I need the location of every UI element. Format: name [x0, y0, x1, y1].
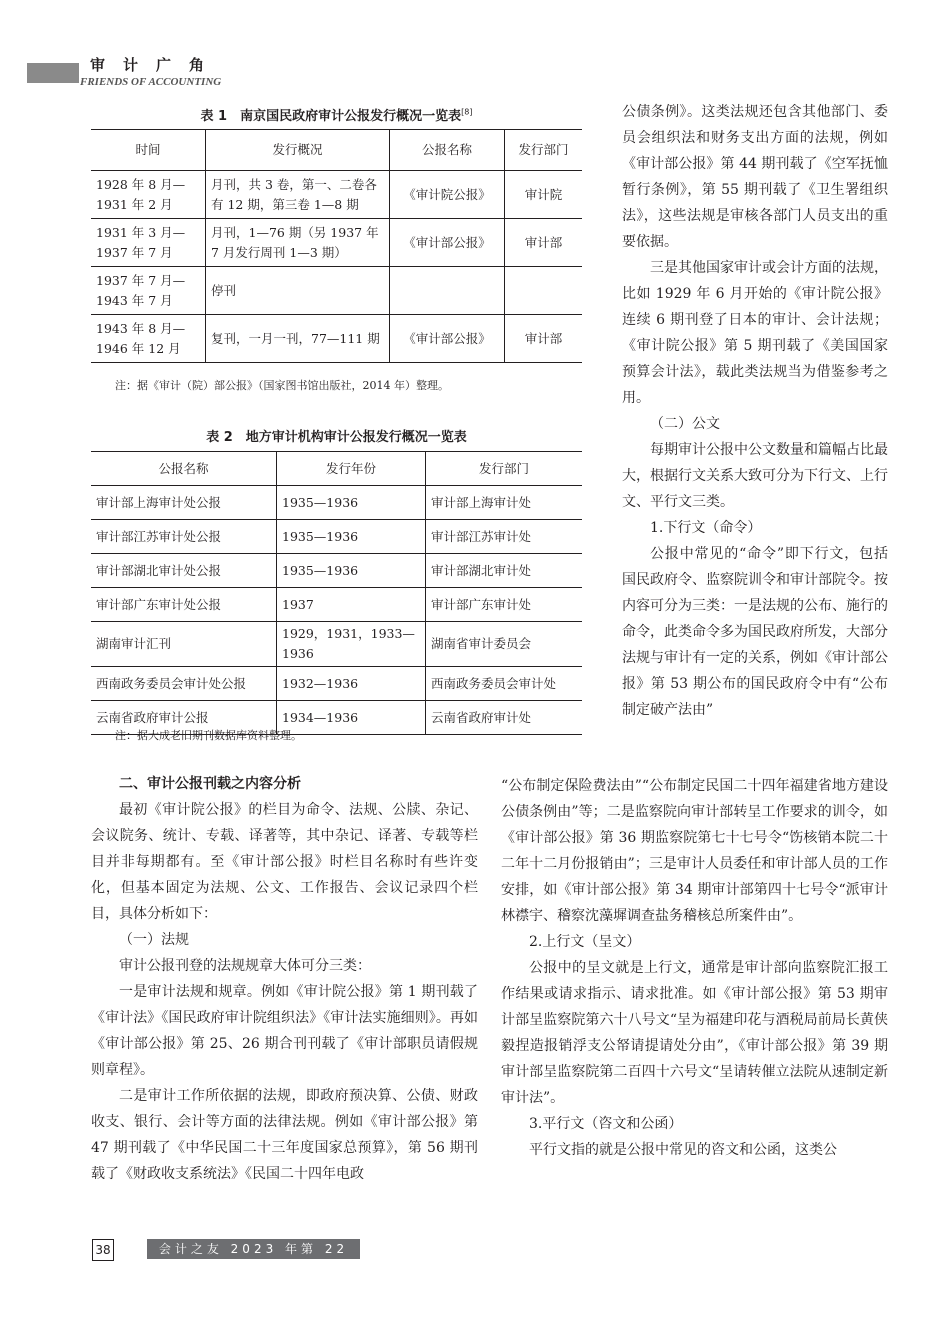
table1-header-row: [91, 130, 582, 171]
paragraph: 一是审计法规和规章。例如《审计院公报》第 1 期刊载了《审计法》《国民政府审计院组织法》《审计法实施细则》。再如《审计部公报》第 25、26 期合刊刊载了《审计部职员请假规则章程》。: [91, 984, 478, 1078]
table2-cell-dept: 云南省政府审计处: [426, 701, 583, 735]
table-row: [91, 171, 582, 219]
table2-cell-year: 1935—1936: [277, 486, 426, 520]
table2-col-name: 公报名称: [91, 452, 277, 486]
paragraph: 三是其他国家审计或会计方面的法规，比如 1929 年 6 月开始的《审计院公报》连续 6 期刊登了日本的审计、会计法规；《审计院公报》第 5 期刊载了《美国国家预算会计法》，载此类法规当为借鉴参考之用。: [622, 260, 888, 406]
table1-caption: [91, 105, 582, 124]
paragraph: 公债条例》。这类法规还包含其他部门、委员会组织法和财务支出方面的法规，例如《审计部公报》第 44 期刊载了《空军抚恤暂行条例》，第 55 期刊载了《卫生署组织法》，这些法规是审核各部门人员支出的重要依据。: [622, 104, 888, 250]
page-number: 38: [92, 1239, 114, 1261]
table-row: [91, 520, 582, 554]
time-start: 1937 年 7 月—: [96, 272, 186, 288]
table1-cell-dept: [505, 267, 583, 315]
table1-ref: [8]: [461, 107, 473, 117]
time-start: 1943 年 8 月—: [96, 320, 186, 336]
table1-cell-dept: 审计部: [505, 315, 583, 363]
table-row: [91, 588, 582, 622]
table1-cell-dept: 审计院: [505, 171, 583, 219]
paragraph: 公报中常见的“命令”即下行文，包括国民政府令、监察院训令和审计部院令。按内容可分为三类：一是法规的公布、施行的命令，此类命令多为国民政府所发，大部分法规与审计有一定的关系，例如《审计部公报》第 53 期公布的国民政府令中有“公布制定破产法由”: [622, 546, 888, 718]
time-start: 1928 年 8 月—: [96, 176, 186, 192]
table-row: [91, 486, 582, 520]
table-row: [91, 267, 582, 315]
table1-cell-time: [91, 267, 206, 315]
table2-cell-year: 1935—1936: [277, 520, 426, 554]
table2-header-row: [91, 452, 582, 486]
table2-cell-name: 西南政务委员会审计处公报: [91, 667, 277, 701]
paragraph: 平行文指的就是公报中常见的咨文和公函，这类公: [529, 1142, 837, 1158]
table2-cell-name: 审计部江苏审计处公报: [91, 520, 277, 554]
table2-cell-name: 审计部上海审计处公报: [91, 486, 277, 520]
table1: [91, 129, 582, 363]
table2-cell-year: 1934—1936: [277, 701, 426, 735]
subheading-documents: （二）公文: [650, 416, 720, 432]
journal-footer: 会计之友 2023 年第 22 期: [147, 1239, 360, 1259]
table2-cell-name: 云南省政府审计公报: [91, 701, 277, 735]
column-title: 审计广角: [90, 56, 223, 74]
table1-cell-time: [91, 315, 206, 363]
table1-cell-overview: 停刊: [206, 267, 390, 315]
table1-col-time: 时间: [91, 130, 206, 171]
table1-cell-name: 《审计院公报》: [390, 171, 505, 219]
table1-col-name: 公报名称: [390, 130, 505, 171]
journal-subtitle: FRIENDS OF ACCOUNTING: [80, 76, 222, 88]
time-end: 1931 年 2 月: [96, 196, 173, 212]
time-end: 1946 年 12 月: [96, 340, 181, 356]
table-row: [91, 315, 582, 363]
table2-cell-year: 1932—1936: [277, 667, 426, 701]
table2-cell-dept: 西南政务委员会审计处: [426, 667, 583, 701]
table1-cell-time: [91, 171, 206, 219]
table-row: [91, 622, 582, 667]
table2-cell-year: 1929，1931，1933—1936: [277, 622, 426, 667]
table1-note: 注：据《审计（院）部公报》（国家图书馆出版社，2014 年）整理。: [115, 379, 449, 392]
subheading-upward: 2.上行文（呈文）: [529, 934, 641, 950]
right-column-upper: [622, 99, 888, 723]
table1-cell-name: 《审计部公报》: [390, 219, 505, 267]
paragraph: 公报中的呈文就是上行文，通常是审计部向监察院汇报工作结果或请求指示、请求批准。如《审计部公报》第 53 期审计部呈监察院第六十八号文“呈为福建印花与酒税局前局长黄侠毅捏造报销浮支公帑请提请处分由”，《审计部公报》第 39 期审计部呈监察院第二百四十六号文“呈请转催立法院从速制定新审计法”。: [501, 960, 888, 1106]
table2-col-dept: 发行部门: [426, 452, 583, 486]
table2-note: 注：据大成老旧期刊数据库资料整理。: [115, 729, 302, 742]
table2-cell-dept: 审计部上海审计处: [426, 486, 583, 520]
table2-cell-name: 湖南审计汇刊: [91, 622, 277, 667]
subheading-downward: 1.下行文（命令）: [650, 520, 762, 536]
table2-cell-dept: 审计部湖北审计处: [426, 554, 583, 588]
time-end: 1937 年 7 月: [96, 244, 173, 260]
table1-cell-name: 《审计部公报》: [390, 315, 505, 363]
table1-col-overview: 发行概况: [206, 130, 390, 171]
time-end: 1943 年 7 月: [96, 292, 173, 308]
table1-cell-overview: 月刊，1—76 期（另 1937 年 7 月发行周刊 1—3 期）: [206, 219, 390, 267]
table2-cell-year: 1935—1936: [277, 554, 426, 588]
table1-cell-name: [390, 267, 505, 315]
table2-cell-name: 审计部广东审计处公报: [91, 588, 277, 622]
table2-caption: 表 2 地方审计机构审计公报发行概况一览表: [206, 430, 467, 445]
time-start: 1931 年 3 月—: [96, 224, 186, 240]
header-bar: [27, 63, 79, 83]
table2-col-year: 发行年份: [277, 452, 426, 486]
table-row: [91, 219, 582, 267]
table1-cell-time: [91, 219, 206, 267]
table1-col-dept: 发行部门: [505, 130, 583, 171]
table-row: [91, 667, 582, 701]
right-column-lower: [501, 773, 888, 1163]
table1-cell-overview: 月刊，共 3 卷，第一、二卷各有 12 期，第三卷 1—8 期: [206, 171, 390, 219]
table2-cell-year: 1937: [277, 588, 426, 622]
subheading-parallel: 3.平行文（咨文和公函）: [529, 1116, 683, 1132]
table2-cell-dept: 审计部江苏审计处: [426, 520, 583, 554]
table1-cell-overview: 复刊，一月一刊，77—111 期: [206, 315, 390, 363]
table2: [91, 451, 582, 735]
table-row: [91, 554, 582, 588]
paragraph: “公布制定保险费法由”“公布制定民国二十四年福建省地方建设公债条例由”等；二是监察院向审计部转呈工作要求的训令，如《审计部公报》第 36 期监察院第七十七号令“饬核销本院二十二年十二月份报销由”；三是审计人员委任和审计部人员的工作安排，如《审计部公报》第 34 期审计部第四十七号令“派审计林襟宇、稽察沈藻墀调查盐务稽核总所案件由”。: [501, 778, 888, 924]
subheading-regulations: （一）法规: [119, 932, 189, 948]
paragraph: 审计公报刊登的法规规章大体可分三类：: [119, 958, 371, 974]
left-column: [91, 771, 478, 1187]
table2-cell-name: 审计部湖北审计处公报: [91, 554, 277, 588]
paragraph: 二是审计工作所依据的法规，即政府预决算、公债、财政收支、银行、会计等方面的法律法规。例如《审计部公报》第 47 期刊载了《中华民国二十三年度国家总预算》，第 56 期刊载了《财政收支系统法》《民国二十四年电政: [91, 1088, 478, 1182]
table2-cell-dept: 湖南省审计委员会: [426, 622, 583, 667]
table1-caption-text: 表 1 南京国民政府审计公报发行概况一览表: [200, 109, 462, 124]
paragraph: 最初《审计院公报》的栏目为命令、法规、公牍、杂记、会议院务、统计、专载、译著等，其中杂记、译著、专载等栏目并非每期都有。至《审计部公报》时栏目名称时有些许变化，但基本固定为法规、公文、工作报告、会议记录四个栏目，具体分析如下：: [91, 802, 478, 922]
table2-cell-dept: 审计部广东审计处: [426, 588, 583, 622]
table1-cell-dept: 审计部: [505, 219, 583, 267]
paragraph: 每期审计公报中公文数量和篇幅占比最大，根据行文关系大致可分为下行文、上行文、平行文三类。: [622, 442, 888, 510]
section-heading: 二、审计公报刊载之内容分析: [119, 776, 301, 792]
